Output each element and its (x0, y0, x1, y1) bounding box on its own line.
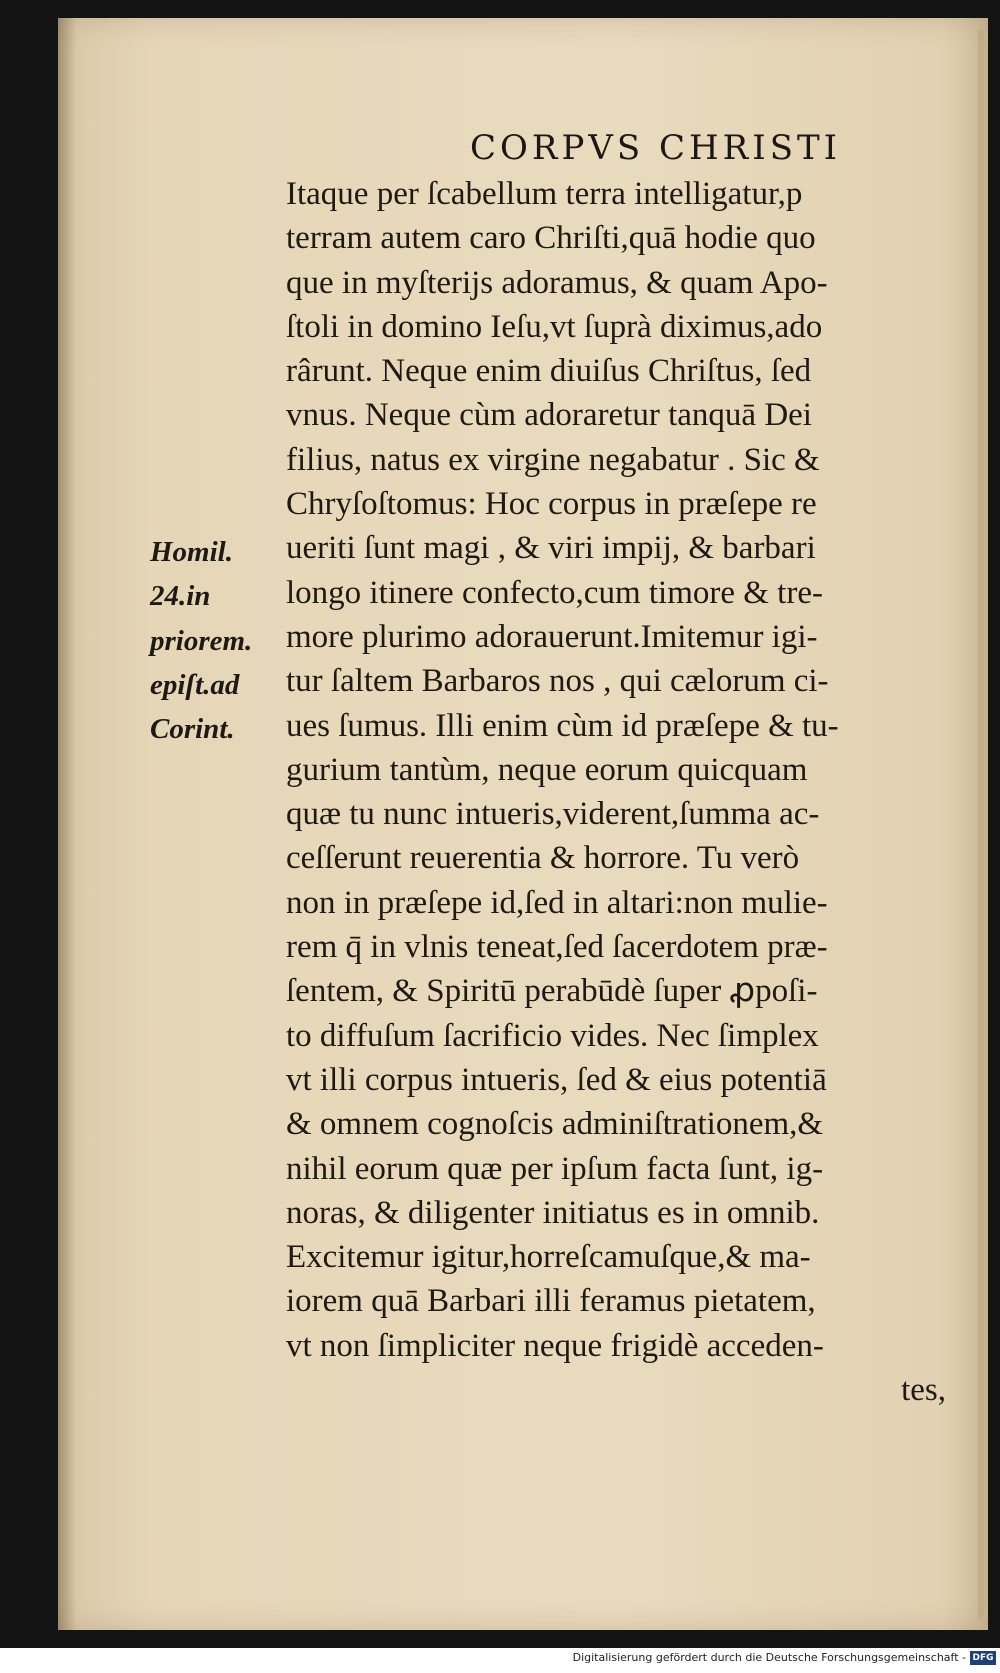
running-head: CORPVS CHRISTI (470, 128, 842, 168)
text-line: ſentem, & Spiritū perabūdè ſuper ꝓpoſi- (286, 973, 818, 1010)
text-line: filius, natus ex virgine negabatur . Sic & (286, 441, 820, 478)
footer-bar (0, 1648, 1000, 1673)
text-line: to diffuſum ſacrificio vides. Nec ſimplex (286, 1017, 819, 1054)
text-line: rem q̄ in vlnis teneat,ſed ſacerdotem præ- (286, 929, 828, 966)
margin-note-line: Homil. (150, 536, 233, 568)
text-line: Chryſoſtomus: Hoc corpus in præſepe re (286, 486, 817, 523)
text-line: quæ tu nunc intueris,viderent,ſumma ac- (286, 796, 820, 833)
text-line: vt illi corpus intueris, ſed & eius potentiā (286, 1061, 827, 1098)
text-line: noras, & diligenter initiatus es in omnib. (286, 1194, 820, 1231)
margin-note-line: epiſt.ad (150, 668, 240, 701)
text-line: iorem quā Barbari illi feramus pietatem, (286, 1283, 816, 1320)
text-line: ceſſerunt reuerentia & horrore. Tu verò (286, 840, 800, 877)
text-line: non in præſepe id,ſed in altari:non mulie- (286, 884, 828, 921)
dfg-logo: DFG (970, 1651, 996, 1665)
text-line: vt non ſimpliciter neque frigidè acceden- (286, 1327, 824, 1364)
text-line: tur ſaltem Barbaros nos , qui cælorum ci- (286, 663, 829, 700)
margin-note-line: Corint. (150, 713, 235, 746)
text-line: vnus. Neque cùm adoraretur tanquā Dei (286, 397, 812, 434)
text-line: ueriti ſunt magi , & viri impij, & barbari (286, 530, 816, 567)
text-line: gurium tantùm, neque eorum quicquam (286, 751, 808, 788)
text-line: Excitemur igitur,horreſcamuſque,& ma- (286, 1239, 811, 1276)
page-edge (978, 30, 984, 1620)
margin-note-line: priorem. (150, 624, 253, 657)
text-line: nihil eorum quæ per ipſum facta ſunt, ig- (286, 1150, 824, 1187)
digitization-credit: Digitalisierung gefördert durch die Deutsche Forschungsgemeinschaft - (572, 1651, 966, 1664)
margin-note (150, 530, 290, 751)
text-line: ſtoli in domino Ieſu,vt ſuprà diximus,ado (286, 308, 823, 345)
text-line: longo itinere confecto,cum timore & tre- (286, 574, 823, 611)
text-line: terram autem caro Chriſti,quā hodie quo (286, 220, 816, 257)
text-line: ues ſumus. Illi enim cùm id præſepe & tu- (286, 707, 839, 744)
text-line: rârunt. Neque enim diuiſus Chriſtus, ſed (286, 353, 812, 390)
body-text (286, 172, 966, 1412)
binding-shadow (58, 18, 76, 1630)
text-line: Itaque per ſcabellum terra intelligatur,p (286, 176, 803, 212)
text-line: que in myſterijs adoramus, & quam Apo- (286, 264, 828, 301)
catchword: tes, (901, 1372, 946, 1409)
text-line: more plurimo adorauerunt.Imitemur igi- (286, 618, 818, 655)
margin-note-line: 24.in (150, 580, 211, 613)
text-line: & omnem cognoſcis adminiſtrationem,& (286, 1106, 824, 1143)
